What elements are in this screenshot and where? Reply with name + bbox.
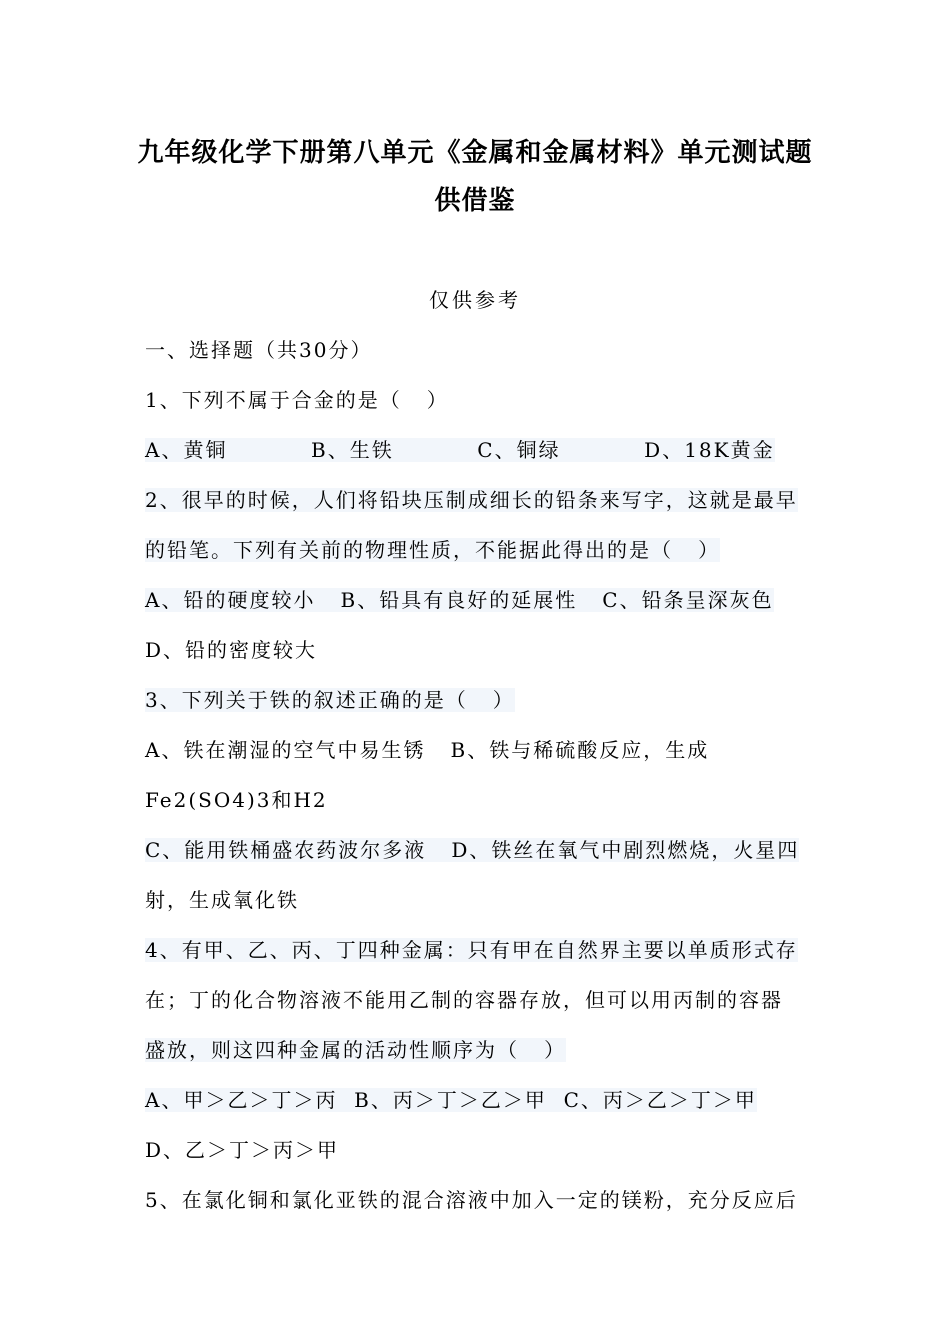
question-4-options: A、甲＞乙＞丁＞丙 B、丙＞丁＞乙＞甲 C、丙＞乙＞丁＞甲 bbox=[145, 1088, 757, 1112]
question-3-option-d-continued: 射，生成氧化铁 bbox=[145, 888, 299, 912]
document-title-line-1: 九年级化学下册第八单元《金属和金属材料》单元测试题 bbox=[137, 138, 813, 168]
question-3: 3、下列关于铁的叙述正确的是（ ） bbox=[145, 688, 515, 712]
question-2: 2、很早的时候，人们将铅块压制成细长的铅条来写字，这就是最早 bbox=[145, 488, 798, 512]
question-5: 5、在氯化铜和氯化亚铁的混合溶液中加入一定的镁粉，充分反应后 bbox=[145, 1188, 798, 1212]
question-4-continued: 在；丁的化合物溶液不能用乙制的容器存放，但可以用丙制的容器 bbox=[145, 988, 783, 1012]
section-heading: 一、选择题（共30分） bbox=[145, 338, 373, 362]
question-3-options: A、铁在潮湿的空气中易生锈 B、铁与稀硫酸反应，生成 bbox=[145, 738, 710, 762]
question-2-continued: 的铅笔。下列有关前的物理性质，不能据此得出的是（ ） bbox=[145, 538, 721, 562]
question-2-option-d: D、铅的密度较大 bbox=[145, 638, 318, 662]
question-1-options: A、黄铜 B、生铁 C、铜绿 D、18K黄金 bbox=[145, 438, 775, 462]
question-1: 1、下列不属于合金的是（ ） bbox=[145, 388, 449, 412]
question-4-option-d: D、乙＞丁＞丙＞甲 bbox=[145, 1138, 340, 1162]
reference-note: 仅供参考 bbox=[429, 288, 521, 312]
question-3-options-continued: Fe2(SO4)3和H2 bbox=[145, 788, 328, 812]
document-title-line-2: 供借鉴 bbox=[434, 186, 516, 216]
question-2-options: A、铅的硬度较小 B、铅具有良好的延展性 C、铅条呈深灰色 bbox=[145, 588, 774, 612]
question-3-options-cd: C、能用铁桶盛农药波尔多液 D、铁丝在氧气中剧烈燃烧，火星四 bbox=[145, 838, 800, 862]
question-4-continued-2: 盛放，则这四种金属的活动性顺序为（ ） bbox=[145, 1038, 567, 1062]
question-4: 4、有甲、乙、丙、丁四种金属：只有甲在自然界主要以单质形式存 bbox=[145, 938, 798, 962]
